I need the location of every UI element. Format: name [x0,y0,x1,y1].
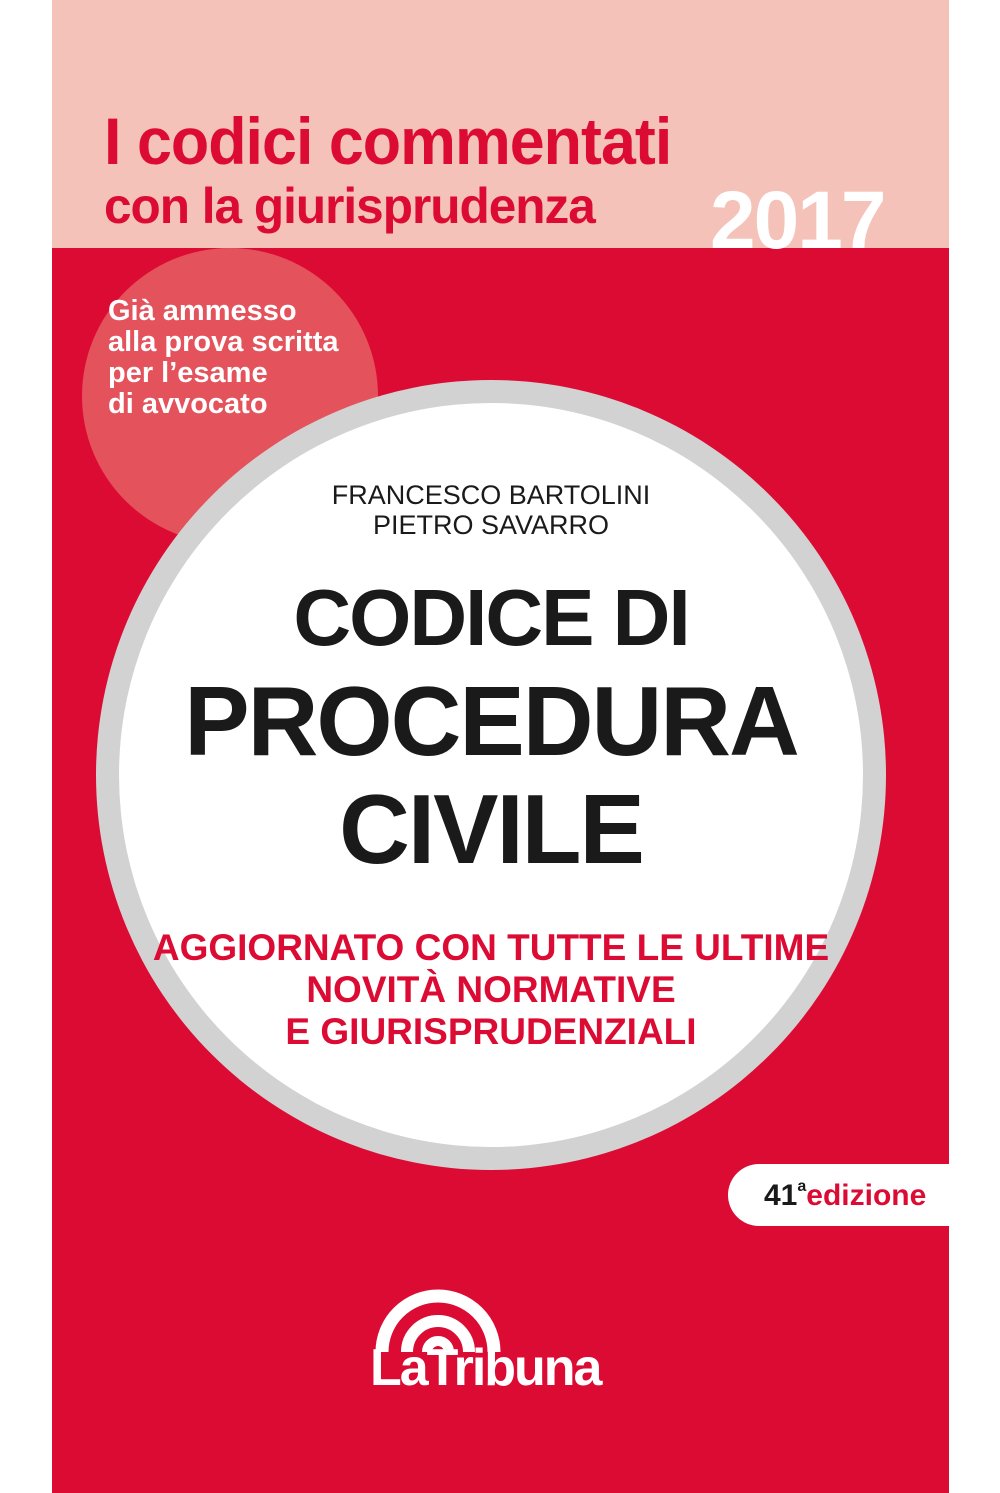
subtitle-line: AGGIORNATO CON TUTTE LE ULTIME [152,927,830,968]
series-title-line-2: con la giurisprudenza [104,178,595,234]
badge-line: alla prova scritta [108,326,339,358]
subtitle-line: E GIURISPRUDENZIALI [285,1011,697,1052]
edition-word: edizione [806,1179,927,1212]
publisher-logo-text: LaTribuna [370,1339,601,1397]
author-name: FRANCESCO BARTOLINI [331,480,651,510]
badge-line: di avvocato [108,388,268,420]
edition-number: 41 [764,1179,798,1212]
edition-label [764,1178,926,1213]
exam-badge-text [108,296,408,420]
badge-line: per l’esame [108,357,268,389]
edition-superscript: a [797,1178,807,1195]
edition-year: 2017 [710,175,885,266]
badge-line: Già ammesso [108,295,297,327]
book-title-line: CIVILE [339,774,643,884]
edition-tab [728,1164,949,1226]
subtitle-line: NOVITÀ NORMATIVE [306,969,676,1010]
book-cover [52,0,949,1493]
book-title-line: CODICE DI [293,573,689,662]
series-title-line-1: I codici commentati [104,104,672,178]
author-name: PIETRO SAVARRO [372,510,610,540]
book-title-line: PROCEDURA [184,666,798,776]
